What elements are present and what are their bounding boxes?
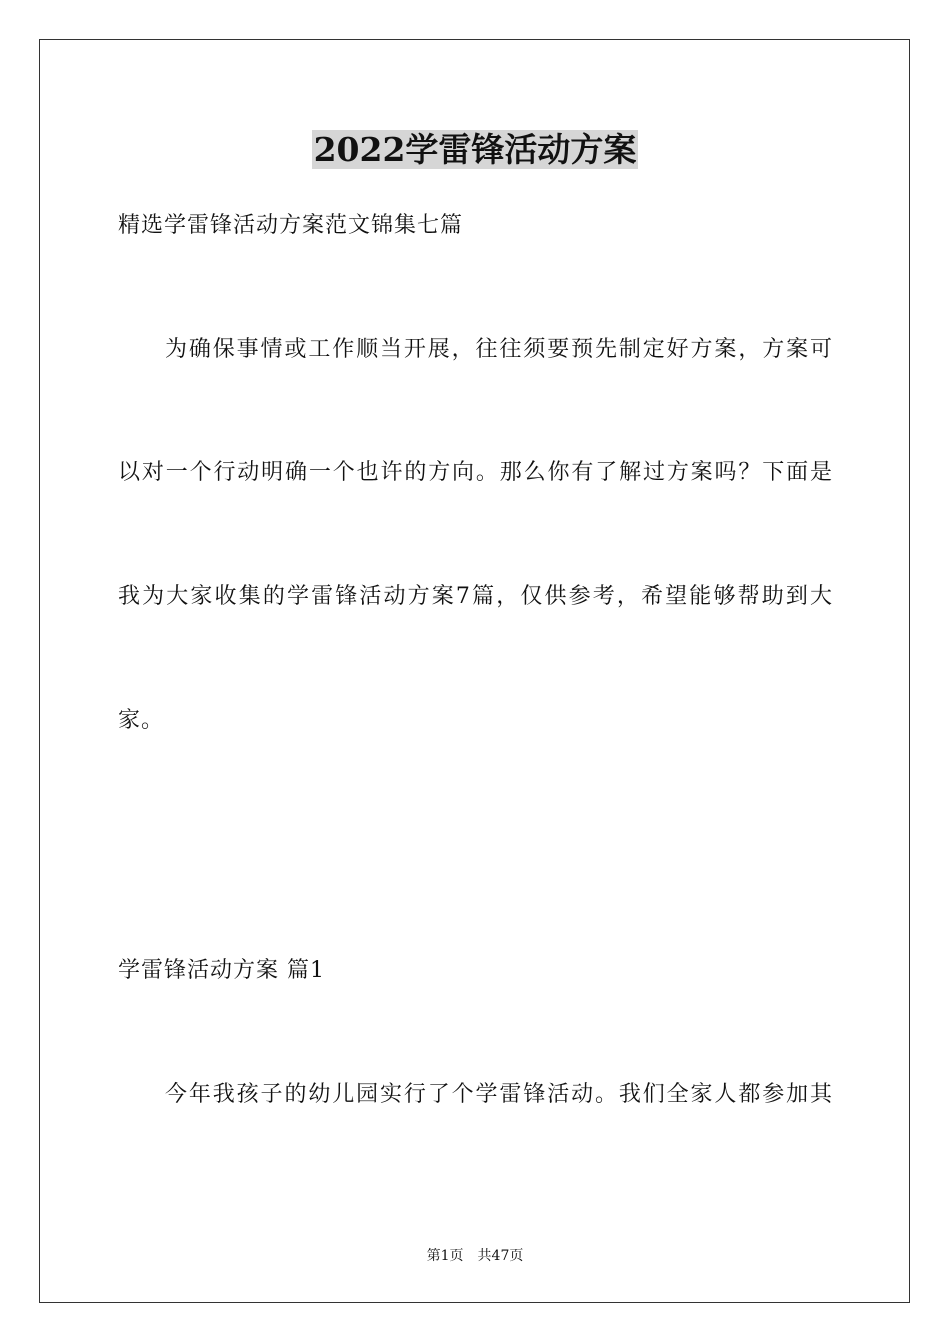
document-title-text: 2022学雷锋活动方案 — [313, 130, 637, 169]
page-number: 第1页 — [426, 1248, 464, 1264]
paragraph-line: 我为大家收集的学雷锋活动方案7篇，仅供参考，希望能够帮助到大 — [118, 584, 832, 609]
paragraph-line: 为确保事情或工作顺当开展，往往须要预先制定好方案，方案可 — [165, 337, 832, 362]
section-heading: 学雷锋活动方案 篇1 — [118, 958, 325, 983]
page-total: 共47页 — [477, 1248, 524, 1264]
paragraph-line: 家。 — [118, 708, 165, 733]
document-subtitle: 精选学雷锋活动方案范文锦集七篇 — [118, 213, 464, 238]
document-title — [0, 128, 950, 172]
paragraph-line: 今年我孩子的幼儿园实行了个学雷锋活动。我们全家人都参加其 — [165, 1082, 832, 1107]
paragraph-line: 以对一个行动明确一个也许的方向。那么你有了解过方案吗？下面是 — [118, 460, 832, 485]
page-footer — [0, 1246, 950, 1266]
